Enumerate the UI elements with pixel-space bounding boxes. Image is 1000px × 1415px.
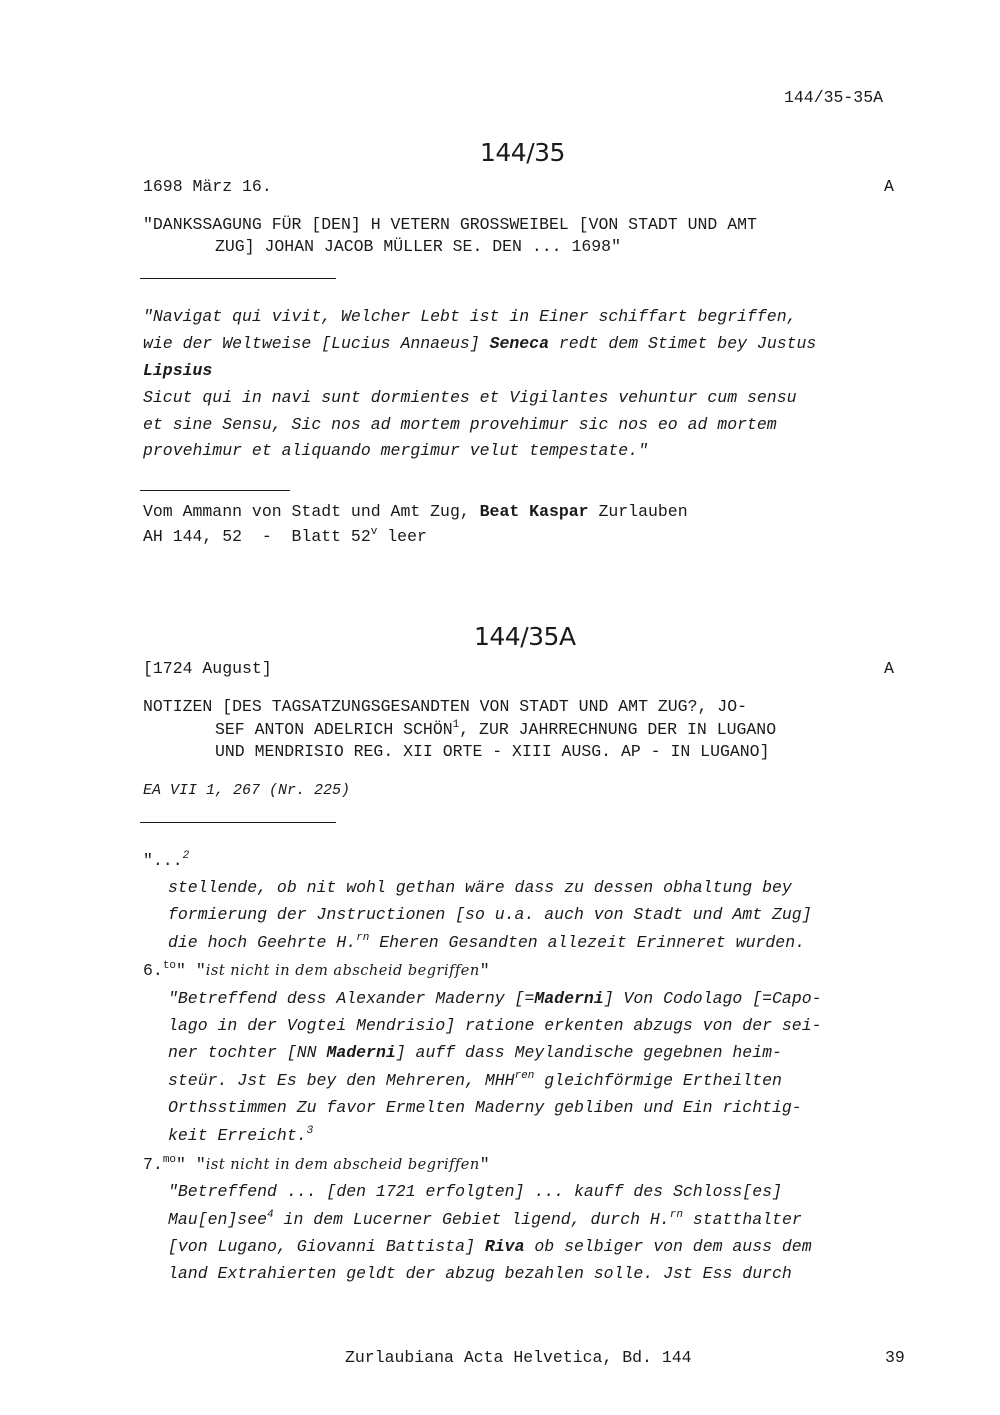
body-text: ] auff dass Meylandische gegebnen heim- [395, 1043, 782, 1062]
source-name: Beat Kaspar [479, 502, 589, 521]
body-line [168, 1071, 782, 1090]
superscript: to [162, 960, 177, 972]
separator-rule [140, 278, 336, 279]
source-line [143, 527, 427, 546]
item-text: " " [176, 961, 206, 980]
item-text: " [479, 1155, 490, 1174]
quote-name: Lipsius [143, 361, 213, 380]
item-heading [143, 1155, 490, 1174]
body-line [143, 851, 189, 870]
document-title-line: NOTIZEN [DES TAGSATZUNGSGESANDTEN VON STADT UND AMT ZUG?, JO- [143, 697, 747, 716]
document-mark: A [884, 177, 894, 196]
document-title-line: "DANKSSAGUNG FÜR [DEN] H VETERN GROSSWEIBEL [VON STADT UND AMT [143, 215, 757, 234]
body-text: ] Von Codolago [=Capo- [603, 989, 822, 1008]
source-line [143, 502, 688, 521]
title-text: SEF ANTON ADELRICH SCHÖN [215, 720, 453, 739]
quote-line: provehimur et aliquando mergimur velut tempestate." [143, 441, 648, 460]
document-heading: 144/35 [480, 138, 565, 167]
body-line [168, 1210, 802, 1229]
superscript: mo [162, 1154, 177, 1166]
body-line: stellende, ob nit wohl gethan wäre dass zu dessen obhaltung bey [168, 878, 792, 897]
item-note: ist nicht in dem abscheid begriffen [205, 963, 480, 979]
quote-line: Sicut qui in navi sunt dormientes et Vigilantes vehuntur cum sensu [143, 388, 797, 407]
quote-line: et sine Sensu, Sic nos ad mortem provehimur sic nos eo ad mortem [143, 415, 777, 434]
body-line: "Betreffend ... [den 1721 erfolgten] ... kauff des Schloss[es] [168, 1182, 782, 1201]
superscript: v [370, 526, 378, 538]
source-text: Vom Ammann von Stadt und Amt Zug, [143, 502, 480, 521]
body-text: Eheren Gesandten allezeit Erinneret wurden. [369, 933, 806, 952]
document-mark: A [884, 659, 894, 678]
superscript: ren [514, 1070, 535, 1082]
separator-rule [140, 490, 290, 491]
item-number: 7. [143, 1155, 163, 1174]
document-title-line: ZUG] JOHAN JACOB MÜLLER SE. DEN ... 1698" [215, 237, 621, 256]
body-line [168, 933, 805, 952]
item-note: ist nicht in dem abscheid begriffen [205, 1157, 480, 1173]
document-date: [1724 August] [143, 659, 272, 678]
title-text: , ZUR JAHRRECHNUNG DER IN LUGANO [459, 720, 777, 739]
source-text: AH 144, 52 - Blatt 52 [143, 527, 371, 546]
body-name: Riva [484, 1237, 525, 1256]
document-heading: 144/35A [474, 622, 576, 651]
body-text: statthalter [682, 1210, 802, 1229]
body-line: formierung der Jnstructionen [so u.a. auch von Stadt und Amt Zug] [168, 905, 812, 924]
body-line: Orthsstimmen Zu favor Ermelten Maderny gebliben und Ein richtig- [168, 1098, 802, 1117]
footnote-marker: 3 [306, 1125, 314, 1137]
body-line [168, 1237, 812, 1256]
body-text: Mau[en]see [168, 1210, 268, 1229]
body-line: lago in der Vogtei Mendrisio] ratione erkenten abzugs von der sei- [168, 1016, 822, 1035]
body-text: in dem Lucerner Gebiet ligend, durch H. [273, 1210, 670, 1229]
footer-title: Zurlaubiana Acta Helvetica, Bd. 144 [345, 1348, 692, 1367]
quote-line [143, 334, 816, 353]
body-text: steür. Jst Es bey den Mehreren, MHH [168, 1071, 515, 1090]
quote-text: redt dem Stimet bey Justus [548, 334, 817, 353]
body-line [168, 1043, 782, 1062]
item-text: " " [176, 1155, 206, 1174]
body-text: [von Lugano, Giovanni Battista] [168, 1237, 485, 1256]
body-text: die hoch Geehrte H. [168, 933, 357, 952]
quote-text: wie der Weltweise [Lucius Annaeus] [143, 334, 490, 353]
body-text: "... [143, 851, 183, 870]
superscript: rn [669, 1209, 683, 1221]
body-name: Maderni [326, 1043, 396, 1062]
footnote-marker: 4 [267, 1209, 274, 1221]
separator-rule [140, 822, 336, 823]
edition-reference: EA VII 1, 267 (Nr. 225) [143, 782, 351, 799]
body-text: gleichförmige Ertheilten [534, 1071, 782, 1090]
quote-line [143, 361, 212, 380]
page-number: 39 [885, 1348, 905, 1367]
quote-line: "Navigat qui vivit, Welcher Lebt ist in Einer schiffart begriffen, [143, 307, 797, 326]
item-number: 6. [143, 961, 163, 980]
source-text: leer [377, 527, 427, 546]
quote-name: Seneca [489, 334, 549, 353]
item-heading [143, 961, 490, 980]
footnote-marker: 1 [452, 719, 460, 731]
body-text: keit Erreicht. [168, 1126, 307, 1145]
item-text: " [479, 961, 490, 980]
body-name: Maderni [534, 989, 604, 1008]
body-line: land Extrahierten geldt der abzug bezahlen solle. Jst Ess durch [168, 1264, 792, 1283]
body-text: "Betreffend dess Alexander Maderny [= [168, 989, 535, 1008]
body-line [168, 989, 822, 1008]
body-text: ob selbiger von dem auss dem [524, 1237, 812, 1256]
page-reference: 144/35-35A [784, 88, 884, 107]
superscript: rn [356, 932, 370, 944]
document-date: 1698 März 16. [143, 177, 272, 196]
document-title-line: UND MENDRISIO REG. XII ORTE - XIII AUSG. AP - IN LUGANO] [215, 742, 770, 761]
body-line [168, 1126, 313, 1145]
document-title-line [215, 720, 776, 739]
footnote-marker: 2 [182, 850, 190, 862]
source-text: Zurlauben [588, 502, 688, 521]
body-text: ner tochter [NN [168, 1043, 327, 1062]
